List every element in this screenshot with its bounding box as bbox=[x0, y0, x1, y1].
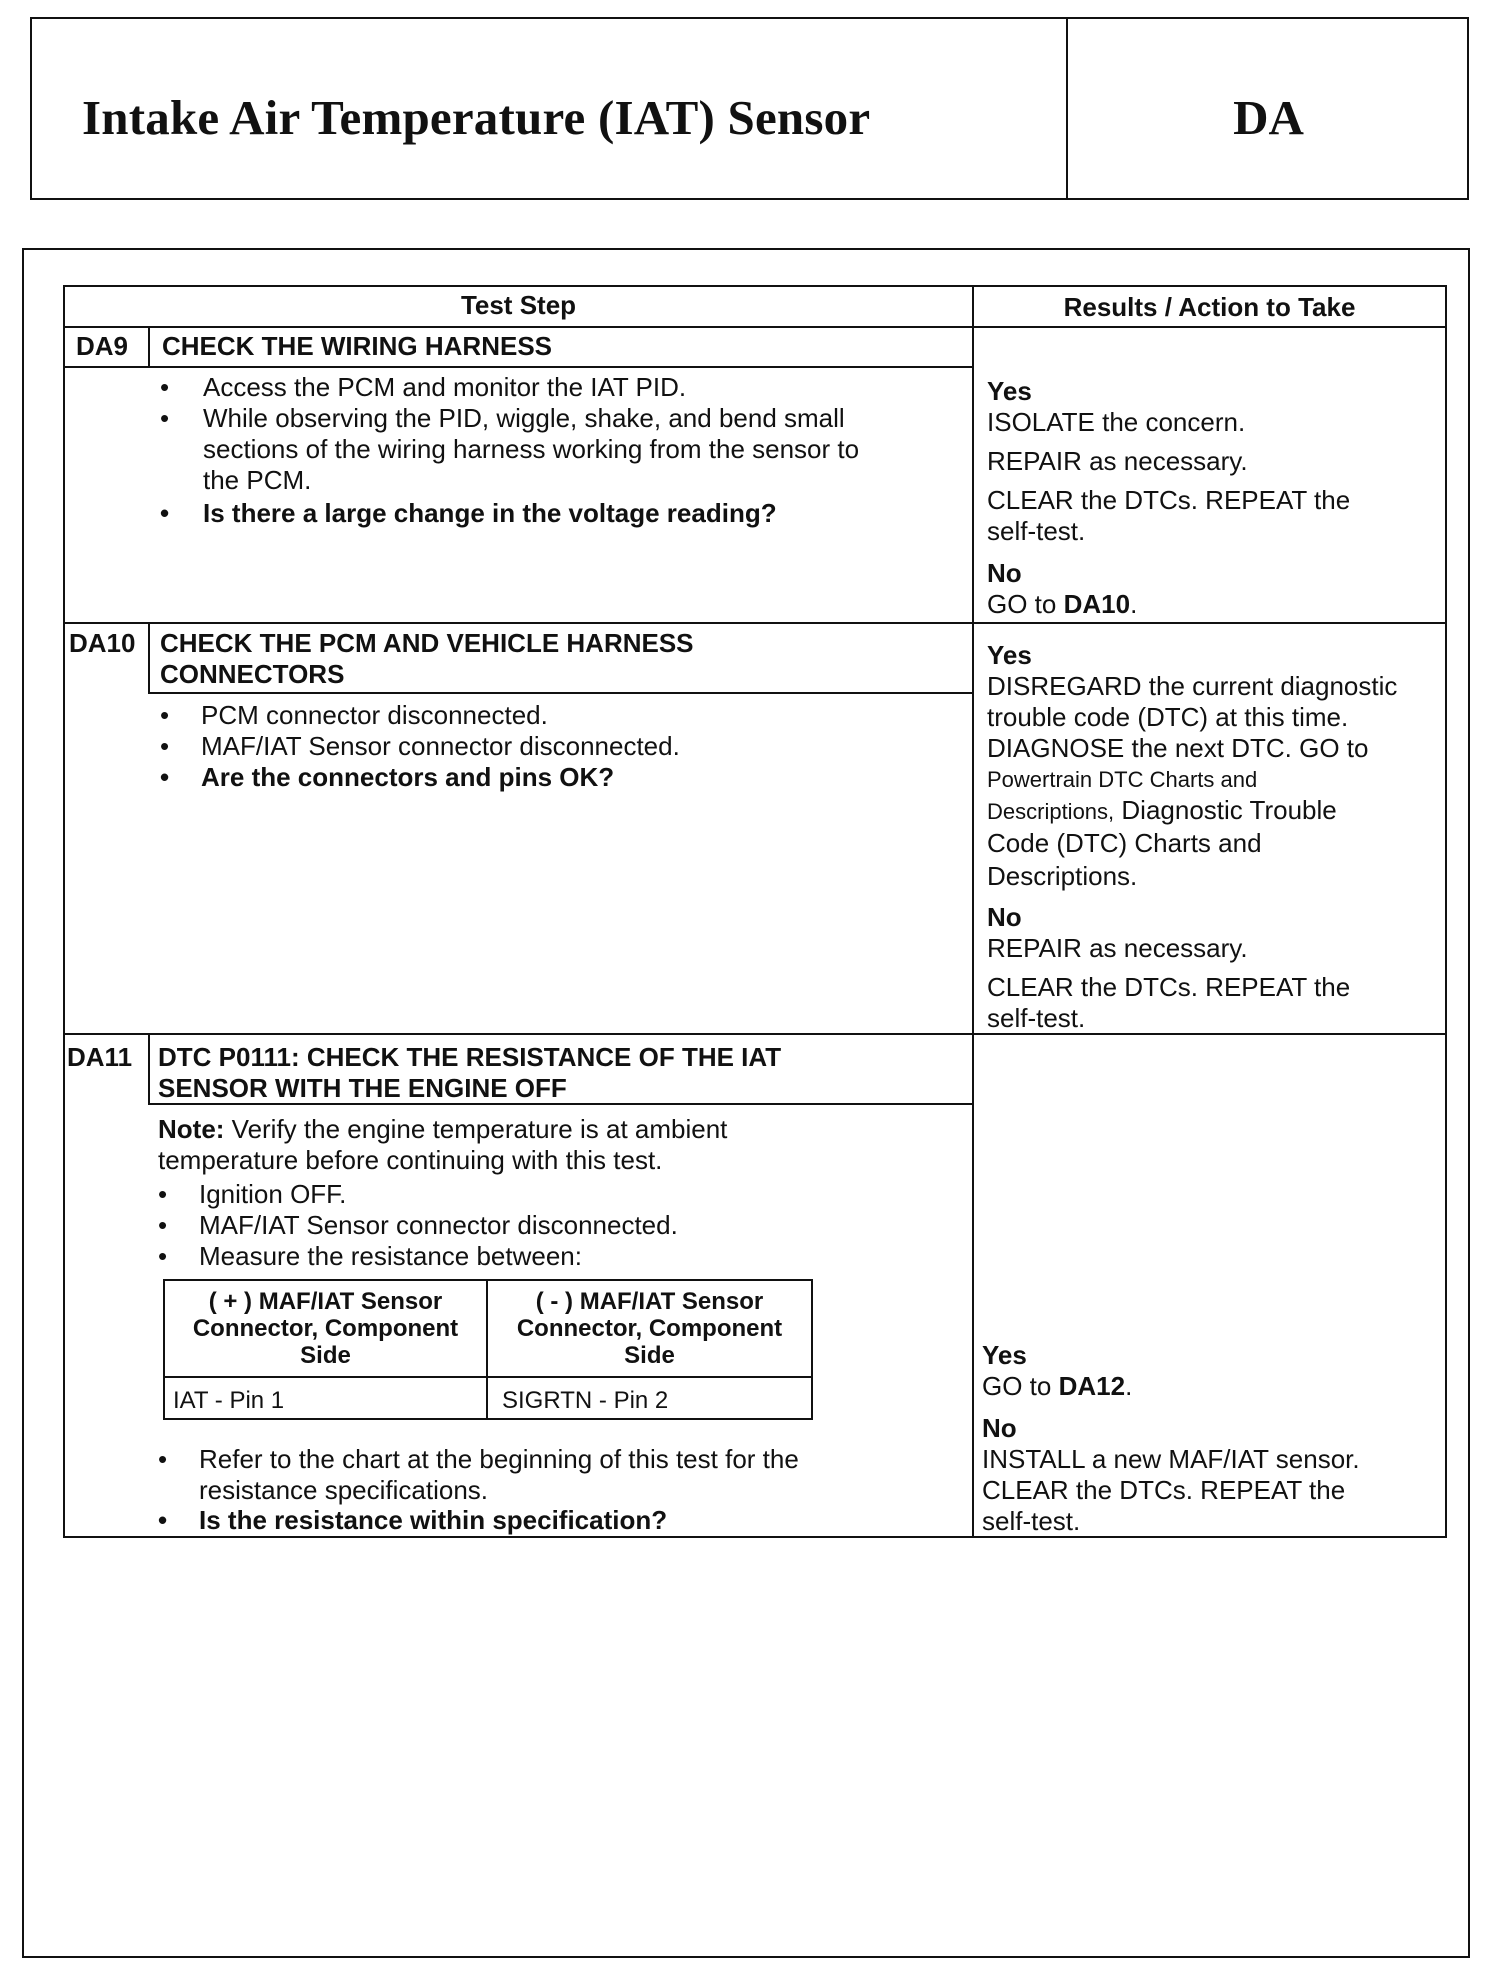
header-line: Side bbox=[300, 1342, 351, 1369]
table-border-top bbox=[63, 285, 1447, 287]
result-line: self-test. bbox=[982, 1506, 1081, 1536]
resistance-header-minus bbox=[488, 1288, 811, 1369]
header-line: Side bbox=[624, 1342, 675, 1369]
step-id: DA10 bbox=[69, 628, 136, 658]
step-question: Are the connectors and pins OK? bbox=[201, 762, 615, 792]
page-header bbox=[30, 17, 1469, 200]
result-line: trouble code (DTC) at this time. bbox=[987, 702, 1349, 732]
column-divider bbox=[972, 285, 974, 1538]
bullet-icon: • bbox=[160, 731, 170, 761]
goto-suffix: . bbox=[1125, 1371, 1133, 1401]
resistance-header-plus bbox=[165, 1288, 486, 1369]
bullet-text: Refer to the chart at the beginning of this test for the bbox=[199, 1444, 799, 1474]
result-line: ISOLATE the concern. bbox=[987, 407, 1246, 437]
id-divider-da11 bbox=[148, 1033, 150, 1103]
step-title-line: CONNECTORS bbox=[160, 659, 345, 689]
result-yes-label: Yes bbox=[982, 1340, 1027, 1370]
result-line: self-test. bbox=[987, 1003, 1086, 1033]
step-question: Is there a large change in the voltage reading? bbox=[203, 498, 777, 528]
result-line: DIAGNOSE the next DTC. GO to bbox=[987, 733, 1369, 763]
page-title: Intake Air Temperature (IAT) Sensor bbox=[82, 90, 871, 145]
row-separator-da10 bbox=[63, 622, 1447, 624]
result-no-label: No bbox=[987, 902, 1022, 932]
bullet-icon: • bbox=[158, 1210, 168, 1240]
table-border-right bbox=[1445, 285, 1447, 1538]
result-line: CLEAR the DTCs. REPEAT the bbox=[982, 1475, 1346, 1505]
result-line bbox=[987, 795, 1337, 827]
header-line: Connector, Component bbox=[516, 1315, 783, 1342]
header-line: ( - ) MAF/IAT Sensor bbox=[535, 1288, 764, 1315]
result-goto bbox=[987, 589, 1137, 620]
note-text: Verify the engine temperature is at ambient bbox=[224, 1114, 728, 1144]
step-title-line: CHECK THE PCM AND VEHICLE HARNESS bbox=[160, 628, 694, 658]
result-line: DISREGARD the current diagnostic bbox=[987, 671, 1398, 701]
bullet-icon: • bbox=[158, 1179, 168, 1209]
step-question: Is the resistance within specification? bbox=[199, 1505, 668, 1535]
table-border-left bbox=[63, 285, 65, 1538]
bullet-text-continued: sections of the wiring harness working from the sensor to bbox=[203, 434, 860, 464]
step-id: DA9 bbox=[76, 331, 129, 361]
section-code: DA bbox=[1233, 90, 1304, 145]
title-line-da9 bbox=[63, 366, 972, 368]
result-line: REPAIR as necessary. bbox=[987, 446, 1248, 476]
column-header-test-step: Test Step bbox=[460, 290, 577, 320]
bullet-icon: • bbox=[160, 403, 170, 433]
column-header-results: Results / Action to Take bbox=[1063, 292, 1356, 322]
id-divider-da9 bbox=[148, 326, 150, 366]
bullet-icon: • bbox=[160, 700, 170, 730]
bullet-icon: • bbox=[160, 762, 170, 792]
note-line bbox=[158, 1114, 727, 1145]
resistance-table-header-line bbox=[165, 1376, 811, 1378]
resistance-table bbox=[163, 1279, 813, 1420]
result-goto bbox=[982, 1371, 1132, 1402]
id-divider-da10 bbox=[148, 622, 150, 692]
goto-suffix: . bbox=[1130, 589, 1138, 619]
bullet-icon: • bbox=[158, 1444, 168, 1474]
step-id: DA11 bbox=[67, 1042, 133, 1072]
result-line: CLEAR the DTCs. REPEAT the bbox=[987, 972, 1351, 1002]
result-line: Code (DTC) Charts and bbox=[987, 828, 1262, 858]
bullet-text: While observing the PID, wiggle, shake, and bend small bbox=[203, 403, 845, 433]
result-no-label: No bbox=[987, 558, 1022, 588]
bullet-icon: • bbox=[160, 372, 170, 402]
bullet-text: MAF/IAT Sensor connector disconnected. bbox=[201, 731, 680, 761]
resistance-cell-minus: SIGRTN - Pin 2 bbox=[502, 1387, 669, 1414]
result-no-label: No bbox=[982, 1413, 1017, 1443]
result-line: INSTALL a new MAF/IAT sensor. bbox=[982, 1444, 1360, 1474]
title-line-da10 bbox=[148, 692, 972, 694]
goto-prefix: GO to bbox=[982, 1371, 1059, 1401]
goto-target-da10[interactable]: DA10 bbox=[1063, 589, 1131, 619]
table-border-bottom bbox=[63, 1536, 1447, 1538]
note-line: temperature before continuing with this test. bbox=[158, 1145, 663, 1175]
header-line: ( + ) MAF/IAT Sensor bbox=[208, 1288, 443, 1315]
bullet-icon: • bbox=[158, 1241, 168, 1271]
result-line-small: Descriptions, bbox=[987, 799, 1115, 824]
bullet-text-continued: the PCM. bbox=[203, 465, 312, 495]
step-title: CHECK THE WIRING HARNESS bbox=[162, 331, 553, 361]
step-title-line: SENSOR WITH THE ENGINE OFF bbox=[158, 1073, 567, 1103]
result-yes-label: Yes bbox=[987, 376, 1032, 406]
bullet-text-continued: resistance specifications. bbox=[199, 1475, 489, 1505]
result-line: CLEAR the DTCs. REPEAT the bbox=[987, 485, 1351, 515]
result-line: self-test. bbox=[987, 516, 1086, 546]
bullet-text: MAF/IAT Sensor connector disconnected. bbox=[199, 1210, 678, 1240]
goto-target-da12[interactable]: DA12 bbox=[1058, 1371, 1126, 1401]
bullet-text: Ignition OFF. bbox=[199, 1179, 347, 1209]
step-title-line: DTC P0111: CHECK THE RESISTANCE OF THE IAT bbox=[158, 1042, 782, 1072]
bullet-icon: • bbox=[160, 498, 170, 528]
result-line: REPAIR as necessary. bbox=[987, 933, 1248, 963]
result-line: Descriptions. bbox=[987, 861, 1138, 891]
bullet-icon: • bbox=[158, 1505, 168, 1535]
header-row-line bbox=[63, 326, 1447, 328]
resistance-cell-plus: IAT - Pin 1 bbox=[173, 1387, 285, 1414]
row-separator-da11 bbox=[63, 1033, 1447, 1035]
result-line-small: Powertrain DTC Charts and bbox=[987, 767, 1258, 792]
note-label: Note: bbox=[158, 1114, 225, 1144]
result-line-part: Diagnostic Trouble bbox=[1121, 795, 1337, 825]
result-yes-label: Yes bbox=[987, 640, 1032, 670]
goto-prefix: GO to bbox=[987, 589, 1064, 619]
bullet-text: PCM connector disconnected. bbox=[201, 700, 548, 730]
bullet-text: Access the PCM and monitor the IAT PID. bbox=[203, 372, 687, 402]
header-line: Connector, Component bbox=[192, 1315, 459, 1342]
bullet-text: Measure the resistance between: bbox=[199, 1241, 582, 1271]
